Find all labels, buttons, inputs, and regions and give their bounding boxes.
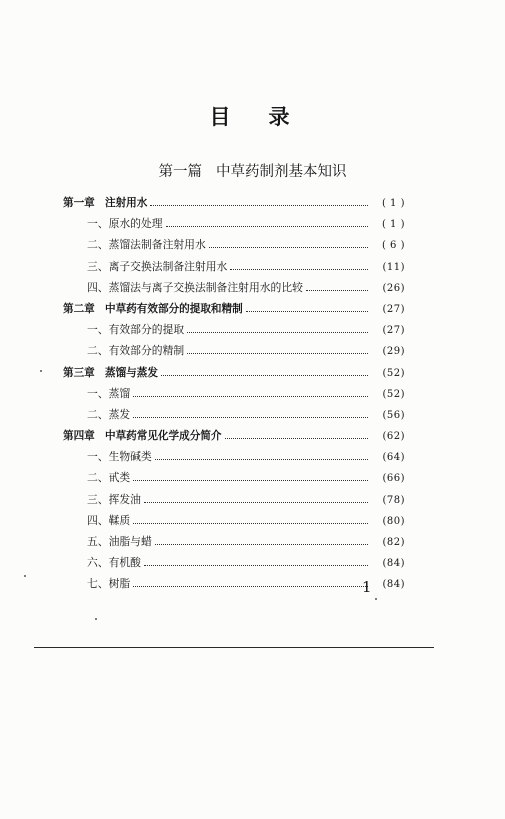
entry-number: 四、 — [87, 513, 109, 527]
toc-section-entry — [63, 280, 405, 301]
toc-section-entry — [63, 343, 405, 364]
entry-title: 注射用水 — [105, 197, 148, 209]
dot-leader — [133, 416, 368, 418]
entry-title: 甙类 — [108, 471, 131, 485]
entry-page: (84) — [382, 579, 405, 591]
toc-chapter-entry — [63, 195, 405, 216]
entry-title: 有效部分的精制 — [108, 344, 185, 358]
entry-title: 蒸馏 — [108, 386, 131, 400]
part-number: 第一篇 — [158, 164, 202, 180]
entry-title: 蒸馏与蒸发 — [105, 366, 158, 379]
page-title — [0, 101, 505, 131]
entry-number: 第一章 — [63, 197, 95, 209]
toc-section-entry — [63, 513, 405, 534]
entry-number: 二、 — [87, 407, 109, 421]
title-char-2: 录 — [268, 105, 296, 129]
entry-page: ( 6 ) — [381, 240, 405, 252]
entry-title: 蒸发 — [108, 407, 131, 421]
entry-number: 二、 — [87, 344, 109, 358]
entry-number: 三、 — [87, 492, 109, 506]
entry-page: (80) — [382, 515, 405, 527]
entry-number: 第三章 — [63, 366, 95, 379]
entry-title: 挥发油 — [108, 492, 141, 506]
entry-number: 五、 — [87, 535, 109, 548]
dot-leader — [187, 352, 368, 354]
title-char-1: 目 — [209, 105, 237, 129]
entry-page: (11) — [382, 261, 405, 273]
entry-page: (56) — [382, 409, 405, 421]
scan-speck — [24, 575, 26, 577]
toc-chapter-entry — [63, 428, 405, 449]
table-of-contents — [63, 195, 405, 598]
scan-speck — [375, 598, 377, 600]
entry-number: 一、 — [87, 386, 109, 400]
entry-title: 油脂与蜡 — [108, 535, 152, 548]
entry-page: (52) — [382, 388, 405, 400]
dot-leader — [133, 585, 368, 587]
toc-section-entry — [63, 216, 405, 237]
toc-section-entry — [63, 407, 405, 428]
dot-leader — [155, 543, 368, 545]
toc-chapter-entry — [63, 365, 405, 386]
entry-title: 原水的处理 — [108, 217, 163, 231]
entry-title: 鞣质 — [108, 513, 131, 527]
dot-leader — [161, 374, 368, 376]
toc-section-entry — [63, 470, 405, 491]
entry-title: 有效部分的提取 — [108, 323, 185, 337]
dot-leader — [246, 310, 368, 312]
entry-page: (66) — [382, 473, 405, 485]
dot-leader — [155, 458, 368, 460]
part-heading — [0, 160, 505, 181]
toc-section-entry — [63, 534, 405, 555]
horizontal-rule — [34, 647, 434, 648]
toc-section-entry — [63, 322, 405, 343]
entry-title: 生物碱类 — [108, 450, 152, 464]
entry-number: 第二章 — [63, 302, 95, 315]
entry-number: 一、 — [87, 450, 109, 464]
dot-leader — [144, 564, 368, 566]
dot-leader — [150, 204, 368, 206]
dot-leader — [133, 522, 368, 524]
dot-leader — [133, 395, 368, 397]
entry-title: 有机酸 — [108, 556, 141, 570]
entry-page: (82) — [382, 537, 405, 548]
entry-page: (52) — [382, 367, 405, 379]
toc-section-entry — [63, 576, 405, 597]
dot-leader — [144, 501, 368, 503]
entry-title: 树脂 — [108, 577, 131, 591]
entry-page: (29) — [382, 346, 405, 358]
scan-speck — [95, 618, 97, 620]
entry-page: (26) — [382, 282, 405, 294]
dot-leader — [133, 479, 368, 481]
entry-number: 一、 — [87, 323, 109, 337]
entry-page: (64) — [382, 452, 405, 464]
dot-leader — [166, 225, 368, 227]
entry-number: 一、 — [87, 217, 109, 231]
entry-title: 离子交换法制备注射用水 — [108, 259, 228, 273]
dot-leader — [225, 437, 368, 439]
dot-leader — [306, 289, 368, 291]
entry-number: 六、 — [87, 556, 109, 570]
entry-title: 中草药有效部分的提取和精制 — [105, 302, 243, 315]
entry-title: 蒸馏法制备注射用水 — [108, 238, 206, 252]
entry-number: 四、 — [87, 280, 109, 294]
entry-number: 二、 — [87, 471, 109, 485]
page-number: 1 — [362, 578, 372, 596]
entry-page: (27) — [382, 303, 405, 315]
entry-number: 七、 — [87, 577, 109, 591]
dot-leader — [187, 331, 368, 333]
dot-leader — [230, 268, 368, 270]
entry-page: ( 1 ) — [381, 219, 405, 231]
entry-title: 蒸馏法与离子交换法制备注射用水的比较 — [108, 280, 303, 294]
entry-title: 中草药常见化学成分简介 — [105, 430, 222, 443]
toc-chapter-entry — [63, 301, 405, 322]
toc-section-entry — [63, 386, 405, 407]
entry-page: ( 1 ) — [381, 198, 405, 209]
entry-number: 第四章 — [63, 430, 95, 443]
toc-section-entry — [63, 259, 405, 280]
toc-section-entry — [63, 555, 405, 576]
entry-number: 二、 — [87, 238, 109, 252]
entry-page: (27) — [382, 325, 405, 337]
scan-speck — [40, 370, 42, 372]
toc-section-entry — [63, 237, 405, 258]
entry-number: 三、 — [87, 259, 109, 273]
toc-section-entry — [63, 449, 405, 470]
toc-section-entry — [63, 492, 405, 513]
entry-page: (78) — [382, 494, 405, 506]
entry-page: (62) — [382, 431, 405, 443]
part-name: 中草药制剂基本知识 — [216, 164, 347, 180]
entry-page: (84) — [382, 558, 405, 570]
dot-leader — [209, 246, 368, 248]
